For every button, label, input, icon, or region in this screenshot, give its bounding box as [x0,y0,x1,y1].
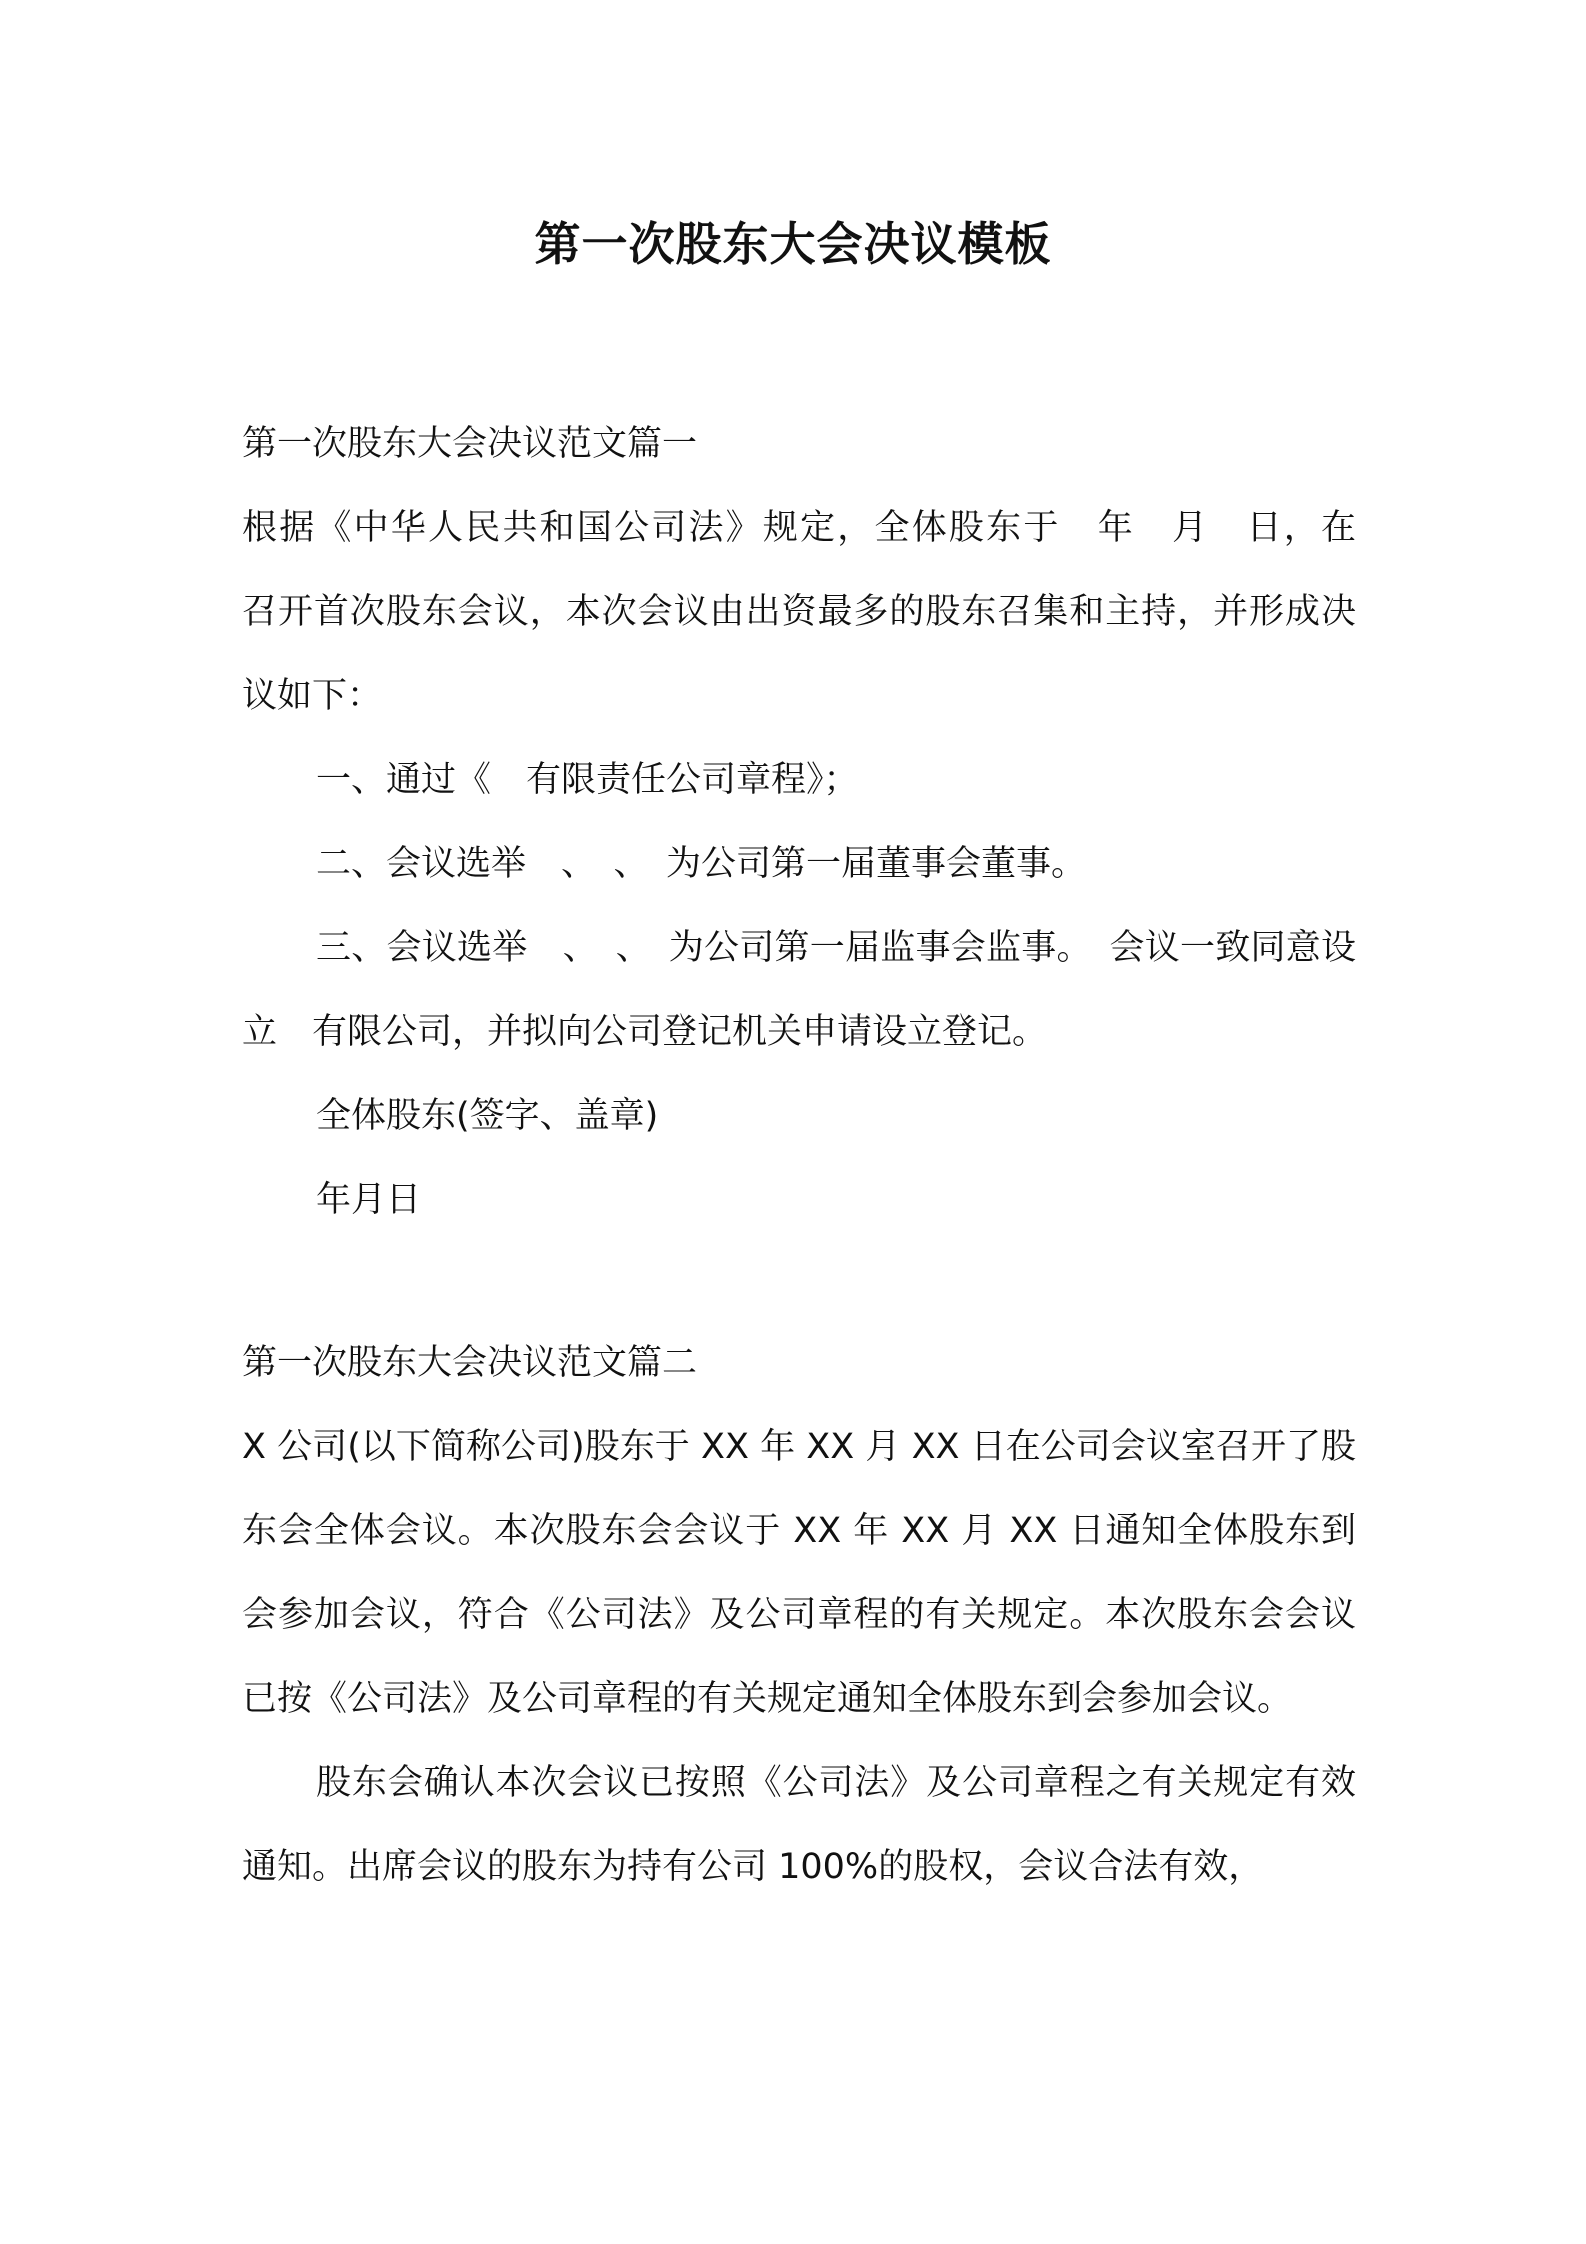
section-two-paragraph-2: 股东会确认本次会议已按照《公司法》及公司章程之有关规定有效通知。出席会议的股东为持有公司 100%的股权，会议合法有效， [242,1763,1356,1887]
section-two-heading: 第一次股东大会决议范文篇二 [242,1343,698,1383]
document-title: 第一次股东大会决议模板 [534,217,1052,271]
resolution-item-1: 一、通过《 有限责任公司章程》； [316,760,859,800]
section-one-intro: 根据《中华人民共和国公司法》规定，全体股东于 年 月 日，在 召开首次股东会议，本次会议由出资最多的股东召集和主持，并形成决议如下： [242,508,1392,716]
signature-line: 全体股东(签字、盖章) [316,1096,659,1136]
section-two [242,1321,1356,1909]
resolution-item-3: 三、会议选举 、 、 为公司第一届监事会监事。 会议一致同意设立 有限公司，并拟向公司登记机关申请设立登记。 [242,928,1356,1052]
date-line: 年月日 [316,1180,422,1220]
section-one-heading: 第一次股东大会决议范文篇一 [242,424,698,464]
section-one [242,402,1392,1242]
resolution-item-2: 二、会议选举 、 、 为公司第一届董事会董事。 [316,844,1087,884]
section-two-paragraph-1: X 公司(以下简称公司)股东于 XX 年 XX 月 XX 日在公司会议室召开了股东会全体会议。本次股东会会议于 XX 年 XX 月 XX 日通知全体股东到会参加会议，符合《公司法》及公司章程的有关规定。本次股东会会议已按《公司法》及公司章程的有关规定通知全体股东到会参加会议。 [242,1427,1356,1719]
